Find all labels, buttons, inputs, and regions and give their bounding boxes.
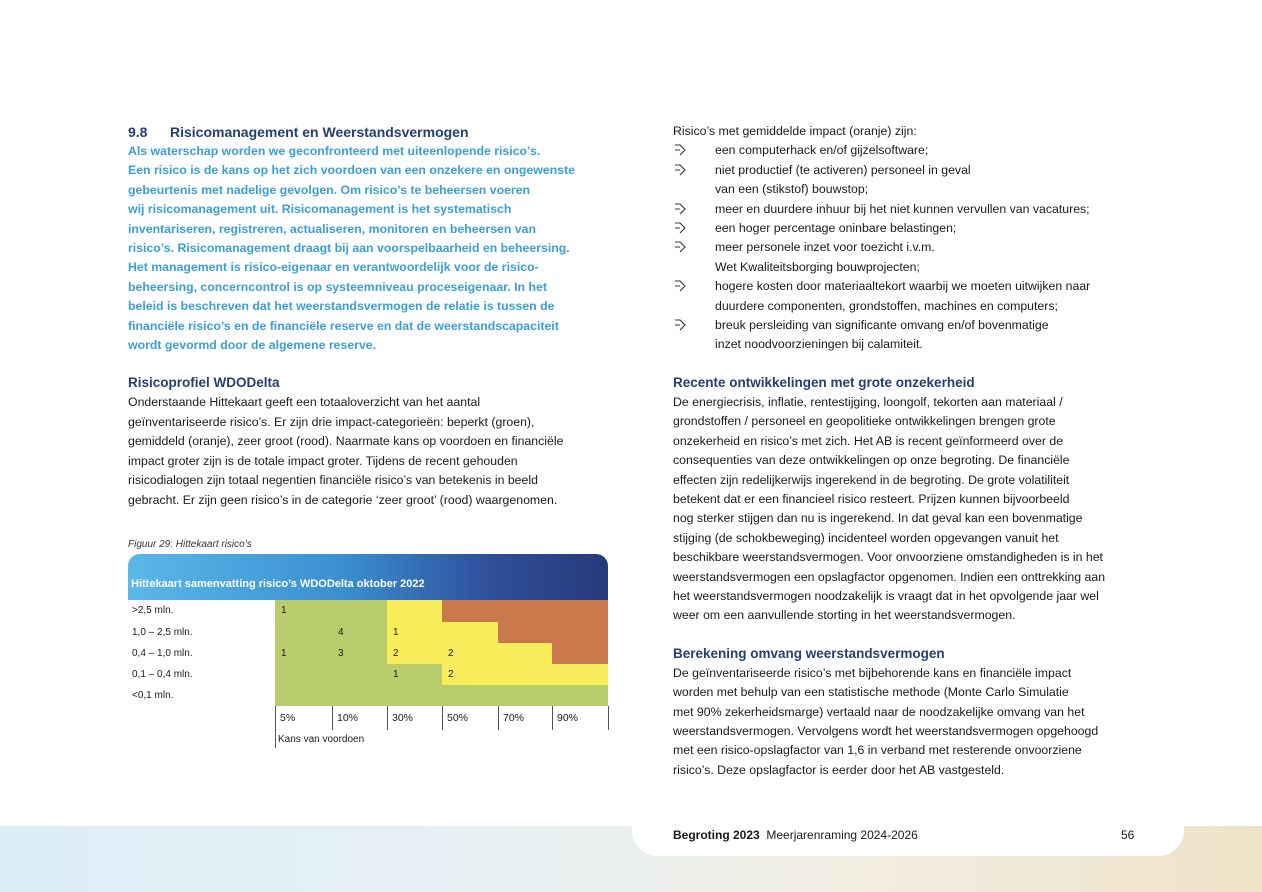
heatmap-cell — [552, 600, 608, 622]
heatmap-count: 1 — [281, 648, 287, 659]
heatmap — [128, 554, 608, 750]
heatmap-column-label: 70% — [503, 712, 525, 724]
heatmap-header — [128, 554, 608, 600]
heatmap-row-label: 0,1 – 0,4 mln. — [132, 669, 193, 680]
heatmap-cell — [275, 664, 332, 685]
heatmap-x-axis-label: Kans van voordoen — [278, 734, 365, 745]
profile-heading: Risicoprofiel WDODelta — [128, 375, 280, 391]
risk-item — [673, 238, 1143, 277]
calc-heading: Berekening omvang weerstandsvermogen — [673, 645, 945, 661]
heatmap-cell — [552, 622, 608, 643]
risk-item — [673, 161, 1143, 200]
heatmap-column-divider — [332, 706, 333, 730]
heatmap-cell — [387, 685, 442, 706]
risk-item — [673, 316, 1143, 355]
heatmap-column-divider — [552, 706, 553, 730]
heatmap-cell — [552, 685, 608, 706]
page-number: 56 — [1121, 828, 1135, 842]
heatmap-title: Hittekaart samenvatting risico’s WDODelta oktober 2022 — [131, 578, 425, 590]
heatmap-column-label: 30% — [392, 712, 414, 724]
risk-item-text: niet productief (te activeren) personeel in geval van een (stikstof) bouwstop; — [715, 162, 971, 197]
heatmap-row-label: 0,4 – 1,0 mln. — [132, 648, 193, 659]
heatmap-cell — [275, 622, 332, 643]
section-heading — [128, 122, 612, 142]
risk-item-text: een hoger percentage oninbare belastingen; — [715, 221, 957, 236]
heatmap-cell — [275, 685, 332, 706]
risk-item-text: hogere kosten door materiaaltekort waarbij we moeten uitwijken naar duurdere componenten, grondstoffen, machines en computers; — [715, 279, 1091, 313]
heatmap-count: 2 — [393, 648, 399, 659]
right-column — [673, 122, 1143, 780]
risk-item — [673, 219, 1143, 238]
heatmap-cell — [442, 600, 498, 622]
section-title: Risicomanagement en Weerstandsvermogen — [170, 124, 469, 140]
risk-item-text: breuk persleiding van significante omvang en/of bovenmatige inzet noodvoorzieningen bij calamiteit. — [715, 318, 1049, 352]
heatmap-column-label: 50% — [447, 712, 469, 724]
risk-item-text: meer en duurdere inhuur bij het niet kunnen vervullen van vacatures; — [715, 201, 1090, 216]
bullet-arrow-icon — [673, 280, 687, 292]
risk-item — [673, 141, 1143, 160]
risk-item-text: meer personele inzet voor toezicht i.v.m. Wet Kwaliteitsborging bouwprojecten; — [715, 240, 935, 274]
heatmap-cell — [332, 600, 387, 622]
recent-heading: Recente ontwikkelingen met grote onzekerheid — [673, 374, 975, 390]
section-number: 9.8 — [128, 124, 148, 140]
heatmap-row-label: >2,5 mln. — [132, 605, 174, 616]
risk-item-text: een computerhack en/of gijzelsoftware; — [715, 143, 929, 158]
risk-item — [673, 277, 1143, 316]
medium-risks-intro: Risico’s met gemiddelde impact (oranje) zijn: — [673, 124, 917, 138]
bullet-arrow-icon — [673, 241, 687, 253]
footer-sub: Meerjarenraming 2024-2026 — [766, 828, 918, 842]
heatmap-column-divider — [608, 706, 609, 730]
footer-title — [673, 828, 918, 842]
heatmap-count: 1 — [281, 605, 287, 616]
heatmap-column-divider — [387, 706, 388, 730]
heatmap-count: 2 — [448, 648, 454, 659]
heatmap-column-label: 90% — [557, 712, 579, 724]
heatmap-cell — [442, 685, 498, 706]
calc-text: De geïnventariseerde risico’s met bijbehorende kans en financiële impact worden met behulp van een statistische methode (Monte Carlo Simulatie met 90% zekerheidsmarge) vertaald naar de noodzakelijke omvang van het weerstandsvermogen. Vervolgens wordt het weerstandsvermogen opgehoogd met een risico-opslagfactor van 1,6 in verband met resterende onvoorziene risico’s. Deze opslagfactor is eerder door het AB vastgesteld. — [673, 665, 1099, 777]
heatmap-cell — [498, 664, 552, 685]
heatmap-cell — [332, 664, 387, 685]
heatmap-cell — [552, 664, 608, 685]
heatmap-count: 1 — [393, 627, 399, 638]
heatmap-cell — [332, 685, 387, 706]
heatmap-cell — [498, 643, 552, 664]
heatmap-column-label: 10% — [337, 712, 359, 724]
footer-doc: Begroting 2023 — [673, 828, 760, 842]
heatmap-column-divider — [498, 706, 499, 730]
bullet-arrow-icon — [673, 222, 687, 234]
heatmap-cell — [442, 622, 498, 643]
medium-risks-list — [673, 141, 1143, 354]
heatmap-cell — [498, 622, 552, 643]
profile-text: Onderstaande Hittekaart geeft een totaaloverzicht van het aantal geïnventariseerde risico’s. Er zijn drie impact-categorieën: beperkt (groen), gemiddeld (oranje), zeer groot (rood). Naarmate kans op voordoen en financiële impact groter zijn is de totale impact groter. Tijdens de recent gehouden risicodialogen zijn totaal negentien financiële risico’s van betekenis in beeld gebracht. Er zijn geen risico’s in de categorie ‘zeer groot’ (rood) waargenomen. — [128, 395, 564, 507]
heatmap-count: 3 — [338, 648, 344, 659]
bullet-arrow-icon — [673, 203, 687, 215]
heatmap-cell — [498, 685, 552, 706]
heatmap-cell — [387, 600, 442, 622]
heatmap-count: 2 — [448, 669, 454, 680]
section-lead: Als waterschap worden we geconfronteerd met uiteenlopende risico’s. Een risico is de kans op het zich voordoen van een onzekere en ongewenste gebeurtenis met nadelige gevolgen. Om risico’s te beheersen voeren wij risicomanagement uit. Risicomanagement is het systematisch inventariseren, registreren, actualiseren, monitoren en beheersen van risico’s. Risicomanagement draagt bij aan voorspelbaarheid en beheersing. Het management is risico-eigenaar en verantwoordelijk voor de risico- beheersing, concerncontrol is op systeemniveau proceseigenaar. In het beleid is beschreven dat het weerstandsvermogen de relatie is tussen de financiële risico’s en de financiële reserve en dat de weerstandscapaciteit wordt gevormd door de algemene reserve. — [128, 144, 575, 353]
recent-text: De energiecrisis, inflatie, rentestijging, loongolf, tekorten aan materiaal / grondstoffen / personeel en geopolitieke ontwikkelingen brengen grote onzekerheid en risico’s met zich. Het AB is recent geïnformeerd over de consequenties van deze ontwikkelingen op onze begroting. De financiële effecten zijn redelijkerwijs ingerekend in de begroting. De grote volatiliteit betekent dat er een financieel risico resteert. Prijzen kunnen bijvoorbeeld nog sterker stijgen dan nu is ingerekend. In dat geval kan een bovenmatige stijging (de schokbeweging) incidenteel worden opgevangen vanuit het beschikbare weerstandsvermogen. Voor onvoorziene omstandigheden is in het weerstandsvermogen een opslagfactor opgenomen. Indien een onttrekking aan het weerstandsvermogen noodzakelijk is vraagt dat in het opvolgende jaar wel weer om een aanvullende storting in het weerstandsvermogen. — [673, 394, 1106, 623]
heatmap-row-label: <0,1 mln. — [132, 690, 174, 701]
heatmap-row-label: 1,0 – 2,5 mln. — [132, 627, 193, 638]
figure-caption: Figuur 29: Hittekaart risico’s — [128, 538, 252, 550]
heatmap-count: 1 — [393, 669, 399, 680]
heatmap-column-divider — [275, 706, 276, 748]
heatmap-cell — [552, 643, 608, 664]
bullet-arrow-icon — [673, 164, 687, 176]
heatmap-count: 4 — [338, 627, 344, 638]
bullet-arrow-icon — [673, 144, 687, 156]
heatmap-cell — [498, 600, 552, 622]
heatmap-column-label: 5% — [280, 712, 296, 724]
risk-item — [673, 200, 1143, 219]
heatmap-column-divider — [442, 706, 443, 730]
left-column — [128, 122, 612, 552]
bullet-arrow-icon — [673, 319, 687, 331]
